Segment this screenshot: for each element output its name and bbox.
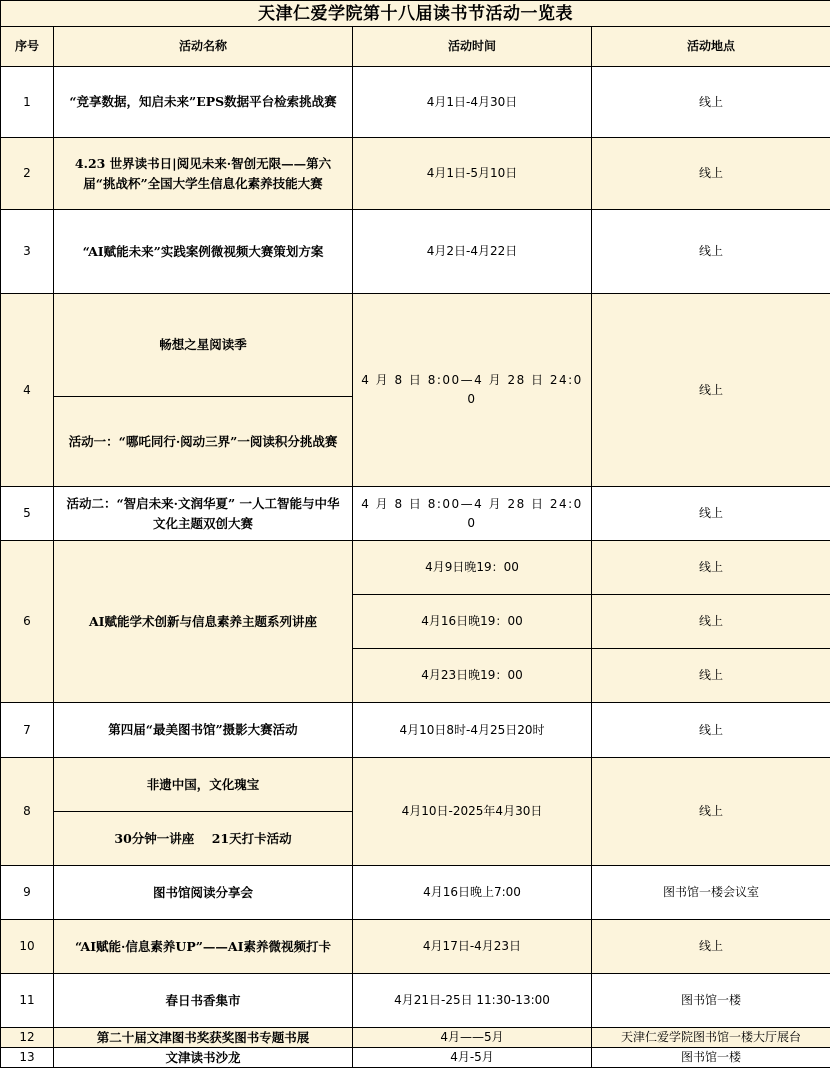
activity-location: 图书馆一楼 bbox=[592, 974, 830, 1028]
activity-time: 4 月 8 日 8:00—4 月 28 日 24:00 bbox=[353, 294, 592, 487]
activity-location: 线上 bbox=[592, 138, 830, 210]
activity-name: “AI赋能未来”实践案例微视频大赛策划方案 bbox=[54, 210, 353, 294]
activity-location: 线上 bbox=[592, 758, 830, 866]
activity-time: 4月10日-2025年4月30日 bbox=[353, 758, 592, 866]
activity-name: 图书馆阅读分享会 bbox=[54, 866, 353, 920]
activity-location: 图书馆一楼 bbox=[592, 1048, 830, 1068]
table-row bbox=[1, 1028, 830, 1048]
activity-name: 春日书香集市 bbox=[54, 974, 353, 1028]
activity-time: 4月——5月 bbox=[353, 1028, 592, 1048]
activity-time: 4月16日晚上7:00 bbox=[353, 866, 592, 920]
row-index: 8 bbox=[1, 758, 54, 866]
activity-time: 4 月 8 日 8:00—4 月 28 日 24:00 bbox=[353, 487, 592, 541]
activity-location: 线上 bbox=[592, 210, 830, 294]
activity-location: 线上 bbox=[592, 595, 830, 649]
header-time: 活动时间 bbox=[353, 27, 592, 67]
activity-time: 4月23日晚19：00 bbox=[353, 649, 592, 703]
activity-location: 线上 bbox=[592, 920, 830, 974]
table-row bbox=[1, 294, 830, 397]
table-row bbox=[1, 866, 830, 920]
row-index: 5 bbox=[1, 487, 54, 541]
activity-location: 线上 bbox=[592, 67, 830, 138]
row-index: 3 bbox=[1, 210, 54, 294]
table-row bbox=[1, 974, 830, 1028]
row-index: 9 bbox=[1, 866, 54, 920]
row-index: 1 bbox=[1, 67, 54, 138]
header-location: 活动地点 bbox=[592, 27, 830, 67]
activity-name: AI赋能学术创新与信息素养主题系列讲座 bbox=[54, 541, 353, 703]
activity-name-sub: 30分钟一讲座 21天打卡活动 bbox=[54, 812, 353, 866]
header-name: 活动名称 bbox=[54, 27, 353, 67]
activity-name: 第二十届文津图书奖获奖图书专题书展 bbox=[54, 1028, 353, 1048]
activity-name: 4.23 世界读书日|阅见未来·智创无限——第六届“挑战杯”全国大学生信息化素养技能大赛 bbox=[54, 138, 353, 210]
activity-time: 4月16日晚19：00 bbox=[353, 595, 592, 649]
table-row bbox=[1, 67, 830, 138]
activity-name-sub: 活动一：“哪吒同行·阅动三界”一阅读积分挑战赛 bbox=[54, 397, 353, 487]
activity-name: 非遗中国，文化瑰宝 bbox=[54, 758, 353, 812]
activity-time: 4月17日-4月23日 bbox=[353, 920, 592, 974]
activity-location: 图书馆一楼会议室 bbox=[592, 866, 830, 920]
activity-name: “AI赋能·信息素养UP”——AI素养微视频打卡 bbox=[54, 920, 353, 974]
row-index: 12 bbox=[1, 1028, 54, 1048]
row-index: 4 bbox=[1, 294, 54, 487]
activity-time: 4月2日-4月22日 bbox=[353, 210, 592, 294]
row-index: 6 bbox=[1, 541, 54, 703]
title-row bbox=[1, 1, 830, 27]
activity-name: 第四届“最美图书馆”摄影大赛活动 bbox=[54, 703, 353, 758]
table-row bbox=[1, 138, 830, 210]
activity-location: 线上 bbox=[592, 487, 830, 541]
activity-time: 4月1日-4月30日 bbox=[353, 67, 592, 138]
table-row bbox=[1, 541, 830, 595]
activity-time: 4月10日8时-4月25日20时 bbox=[353, 703, 592, 758]
table-row bbox=[1, 920, 830, 974]
activity-time: 4月9日晚19：00 bbox=[353, 541, 592, 595]
activity-name: 畅想之星阅读季 bbox=[54, 294, 353, 397]
activity-time: 4月1日-5月10日 bbox=[353, 138, 592, 210]
row-index: 13 bbox=[1, 1048, 54, 1068]
activity-name: “竞享数据，知启未来”EPS数据平台检索挑战赛 bbox=[54, 67, 353, 138]
table-row bbox=[1, 487, 830, 541]
activity-time: 4月-5月 bbox=[353, 1048, 592, 1068]
activity-location: 线上 bbox=[592, 541, 830, 595]
row-index: 10 bbox=[1, 920, 54, 974]
table-row bbox=[1, 1048, 830, 1068]
header-row bbox=[1, 27, 830, 67]
activity-time: 4月21日-25日 11:30-13:00 bbox=[353, 974, 592, 1028]
activity-location: 天津仁爱学院图书馆一楼大厅展台 bbox=[592, 1028, 830, 1048]
row-index: 11 bbox=[1, 974, 54, 1028]
sheet-title: 天津仁爱学院第十八届读书节活动一览表 bbox=[1, 1, 830, 27]
activity-name: 活动二：“智启未来·文润华夏” 一人工智能与中华文化主题双创大赛 bbox=[54, 487, 353, 541]
table-row bbox=[1, 703, 830, 758]
row-index: 7 bbox=[1, 703, 54, 758]
table-row bbox=[1, 210, 830, 294]
activity-location: 线上 bbox=[592, 703, 830, 758]
activity-location: 线上 bbox=[592, 294, 830, 487]
table-row bbox=[1, 758, 830, 812]
row-index: 2 bbox=[1, 138, 54, 210]
activity-location: 线上 bbox=[592, 649, 830, 703]
header-index: 序号 bbox=[1, 27, 54, 67]
activity-name: 文津读书沙龙 bbox=[54, 1048, 353, 1068]
